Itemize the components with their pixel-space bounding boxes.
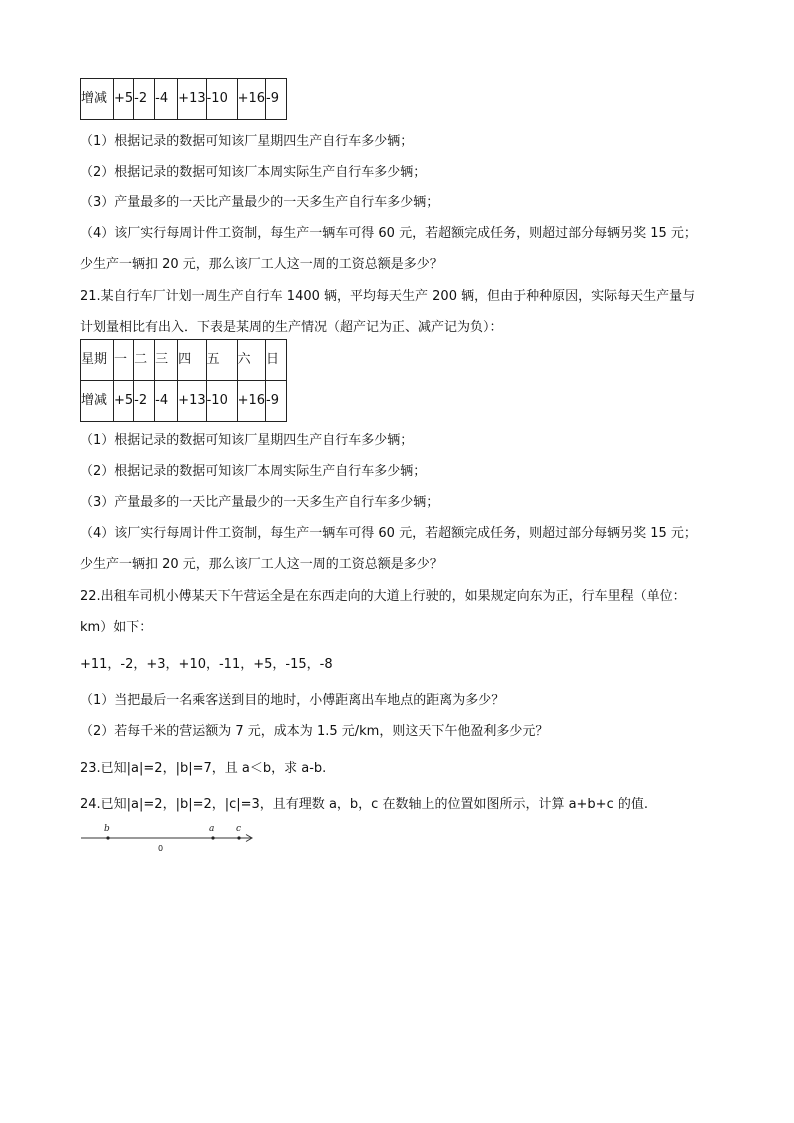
table-cell: 一 bbox=[114, 340, 134, 381]
table-cell: -9 bbox=[266, 381, 287, 422]
q21-part-2: （2）根据记录的数据可知该厂本周实际生产自行车多少辆； bbox=[80, 464, 427, 479]
table-row bbox=[81, 381, 287, 422]
q24-text: 24.已知|a|=2，|b|=2，|c|=3，且有理数 a，b，c 在数轴上的位置如图所示，计算 a+b+c 的值. bbox=[80, 797, 648, 812]
table-cell: -10 bbox=[206, 381, 237, 422]
table-cell: +5 bbox=[114, 79, 134, 120]
q21-stem-line2: 计划量相比有出入．下表是某周的生产情况（超产记为正、减产记为负）： bbox=[80, 320, 503, 335]
table-cell: -2 bbox=[134, 79, 155, 120]
table-cell: 增减 bbox=[81, 381, 114, 422]
q20-part-1: （1）根据记录的数据可知该厂星期四生产自行车多少辆； bbox=[80, 134, 414, 149]
label-zero: 0 bbox=[158, 844, 164, 853]
table-cell: +16 bbox=[237, 79, 265, 120]
number-line-figure bbox=[78, 820, 263, 860]
table-cell: -9 bbox=[266, 79, 287, 120]
table-cell: +13 bbox=[178, 79, 206, 120]
table-cell: -4 bbox=[155, 79, 178, 120]
table-cell: 三 bbox=[155, 340, 178, 381]
table-cell: 星期 bbox=[81, 340, 114, 381]
q21-part-4a: （4）该厂实行每周计件工资制，每生产一辆车可得 60 元，若超额完成任务，则超过部分每辆另奖 15 元； bbox=[80, 526, 697, 541]
q22-part-1: （1）当把最后一名乘客送到目的地时，小傅距离出车地点的距离为多少？ bbox=[80, 693, 505, 708]
q22-data: +11，-2，+3，+10，-11，+5，-15，-8 bbox=[80, 657, 333, 672]
q21-part-1: （1）根据记录的数据可知该厂星期四生产自行车多少辆； bbox=[80, 433, 414, 448]
label-a: a bbox=[209, 824, 215, 834]
table-cell: +5 bbox=[114, 381, 134, 422]
q20-part-2: （2）根据记录的数据可知该厂本周实际生产自行车多少辆； bbox=[80, 165, 427, 180]
point-b bbox=[106, 836, 109, 839]
table-cell: 增减 bbox=[81, 79, 114, 120]
table-cell: 二 bbox=[134, 340, 155, 381]
q22-stem-line1: 22.出租车司机小傅某天下午营运全是在东西走向的大道上行驶的，如果规定向东为正，行车里程（单位： bbox=[80, 589, 686, 604]
table-cell: -4 bbox=[155, 381, 178, 422]
q20-part-4a: （4）该厂实行每周计件工资制，每生产一辆车可得 60 元，若超额完成任务，则超过部分每辆另奖 15 元； bbox=[80, 226, 697, 241]
table-cell: -10 bbox=[206, 79, 237, 120]
table-cell: 日 bbox=[266, 340, 287, 381]
q22-part-2: （2）若每千米的营运额为 7 元，成本为 1.5 元/km，则这天下午他盈利多少元？ bbox=[80, 724, 549, 739]
table-row bbox=[81, 79, 287, 120]
q22-stem-line2: km）如下： bbox=[80, 620, 153, 635]
q21-part-4b: 少生产一辆扣 20 元，那么该厂工人这一周的工资总额是多少？ bbox=[80, 557, 443, 572]
table-cell: -2 bbox=[134, 381, 155, 422]
table-cell: 五 bbox=[206, 340, 237, 381]
point-c bbox=[237, 836, 240, 839]
q23-text: 23.已知|a|=2，|b|=7，且 a＜b，求 a-b. bbox=[80, 761, 327, 776]
table-header-row bbox=[81, 340, 287, 381]
q20-part-3: （3）产量最多的一天比产量最少的一天多生产自行车多少辆； bbox=[80, 195, 440, 210]
q20-part-4b: 少生产一辆扣 20 元，那么该厂工人这一周的工资总额是多少？ bbox=[80, 257, 443, 272]
table-cell: +16 bbox=[237, 381, 265, 422]
point-a bbox=[211, 836, 214, 839]
table-cell: +13 bbox=[178, 381, 206, 422]
label-c: c bbox=[236, 824, 242, 834]
table-cell: 四 bbox=[178, 340, 206, 381]
table-cell: 六 bbox=[237, 340, 265, 381]
top-table bbox=[80, 78, 287, 120]
q21-table bbox=[80, 339, 287, 422]
label-b: b bbox=[104, 824, 110, 834]
q21-part-3: （3）产量最多的一天比产量最少的一天多生产自行车多少辆； bbox=[80, 495, 440, 510]
q21-stem-line1: 21.某自行车厂计划一周生产自行车 1400 辆，平均每天生产 200 辆，但由于种种原因，实际每天生产量与 bbox=[80, 289, 696, 304]
